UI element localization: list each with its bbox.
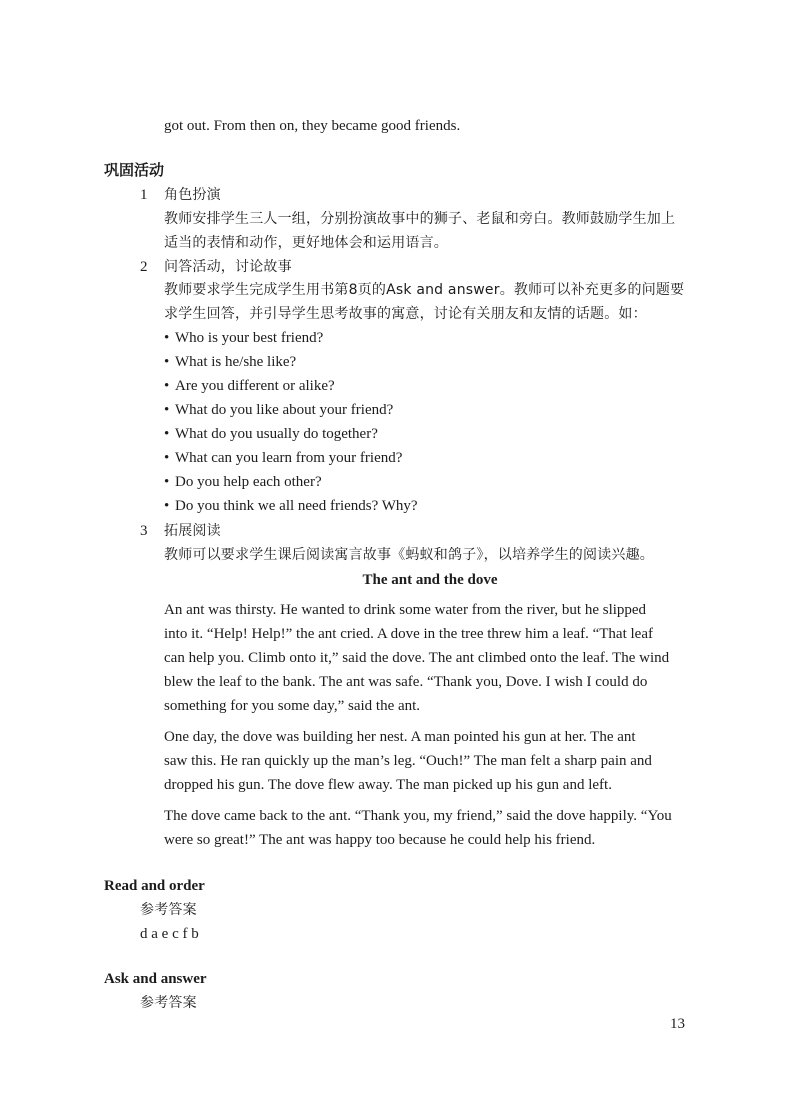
bullet-icon: • [164,474,170,490]
question-item [164,328,323,348]
answer-label: 参考答案 [140,902,197,918]
question-item [164,424,378,444]
question-item [164,352,296,372]
bullet-icon: • [164,498,170,514]
story-title: The ant and the dove [362,572,498,588]
answer-sequence: d a e c f b [140,926,199,942]
intro-line: got out. From then on, they became good friends. [164,118,461,134]
item-number-1: 1 [140,187,148,203]
story-line: An ant was thirsty. He wanted to drink some water from the river, but he slipped [164,602,647,618]
read-and-order-title: Read and order [104,878,205,894]
bullet-icon: • [164,450,170,466]
question-text: Do you think we all need friends? Why? [175,498,418,514]
question-text: Who is your best friend? [175,330,324,346]
question-text: What can you learn from your friend? [175,450,403,466]
bullet-icon: • [164,378,170,394]
question-text: What do you usually do together? [175,426,378,442]
question-item [164,496,418,516]
item-text-line: 适当的表情和动作，更好地体会和运用语言。 [164,235,448,251]
item-title-role-play: 角色扮演 [164,187,221,203]
question-text: Do you help each other? [175,474,322,490]
story-line: were so great!” The ant was happy too because he could help his friend. [164,832,596,848]
bullet-icon: • [164,354,170,370]
question-item [164,400,393,420]
ask-and-answer-title: Ask and answer [104,971,207,987]
item-title-extended-reading: 拓展阅读 [164,523,221,539]
item-number-2: 2 [140,259,148,275]
story-line: something for you some day,” said the ant. [164,698,421,714]
page-number: 13 [670,1016,685,1032]
question-item [164,448,402,468]
story-line: One day, the dove was building her nest. A man pointed his gun at her. The ant [164,729,636,745]
story-line: The dove came back to the ant. “Thank you, my friend,” said the dove happily. “You [164,808,672,824]
story-line: blew the leaf to the bank. The ant was safe. “Thank you, Dove. I wish I could do [164,674,648,690]
item-text-line: 教师可以要求学生课后阅读寓言故事《蚂蚁和鸽子》，以培养学生的阅读兴趣。 [164,547,654,563]
question-item [164,472,322,492]
answer-label: 参考答案 [140,995,197,1011]
item-text-line: 教师安排学生三人一组，分别扮演故事中的狮子、老鼠和旁白。教师鼓励学生加上 [164,211,676,227]
question-text: What do you like about your friend? [175,402,394,418]
item-number-3: 3 [140,523,148,539]
bullet-icon: • [164,402,170,418]
question-item [164,376,335,396]
question-text: Are you different or alike? [175,378,335,394]
section-title-consolidation: 巩固活动 [104,161,165,179]
story-line: dropped his gun. The dove flew away. The man picked up his gun and left. [164,777,612,793]
story-line: saw this. He ran quickly up the man’s leg. “Ouch!” The man felt a sharp pain and [164,753,652,769]
item-text-line: 教师要求学生完成学生用书第8页的Ask and answer。教师可以补充更多的问题要 [164,282,685,298]
question-text: What is he/she like? [175,354,297,370]
story-line: into it. “Help! Help!” the ant cried. A dove in the tree threw him a leaf. “That leaf [164,626,653,642]
bullet-icon: • [164,426,170,442]
item-text-line: 求学生回答，并引导学生思考故事的寓意，讨论有关朋友和友情的话题。如： [164,306,647,322]
story-line: can help you. Climb onto it,” said the dove. The ant climbed onto the leaf. The wind [164,650,670,666]
item-title-qa: 问答活动，讨论故事 [164,259,292,275]
bullet-icon: • [164,330,170,346]
